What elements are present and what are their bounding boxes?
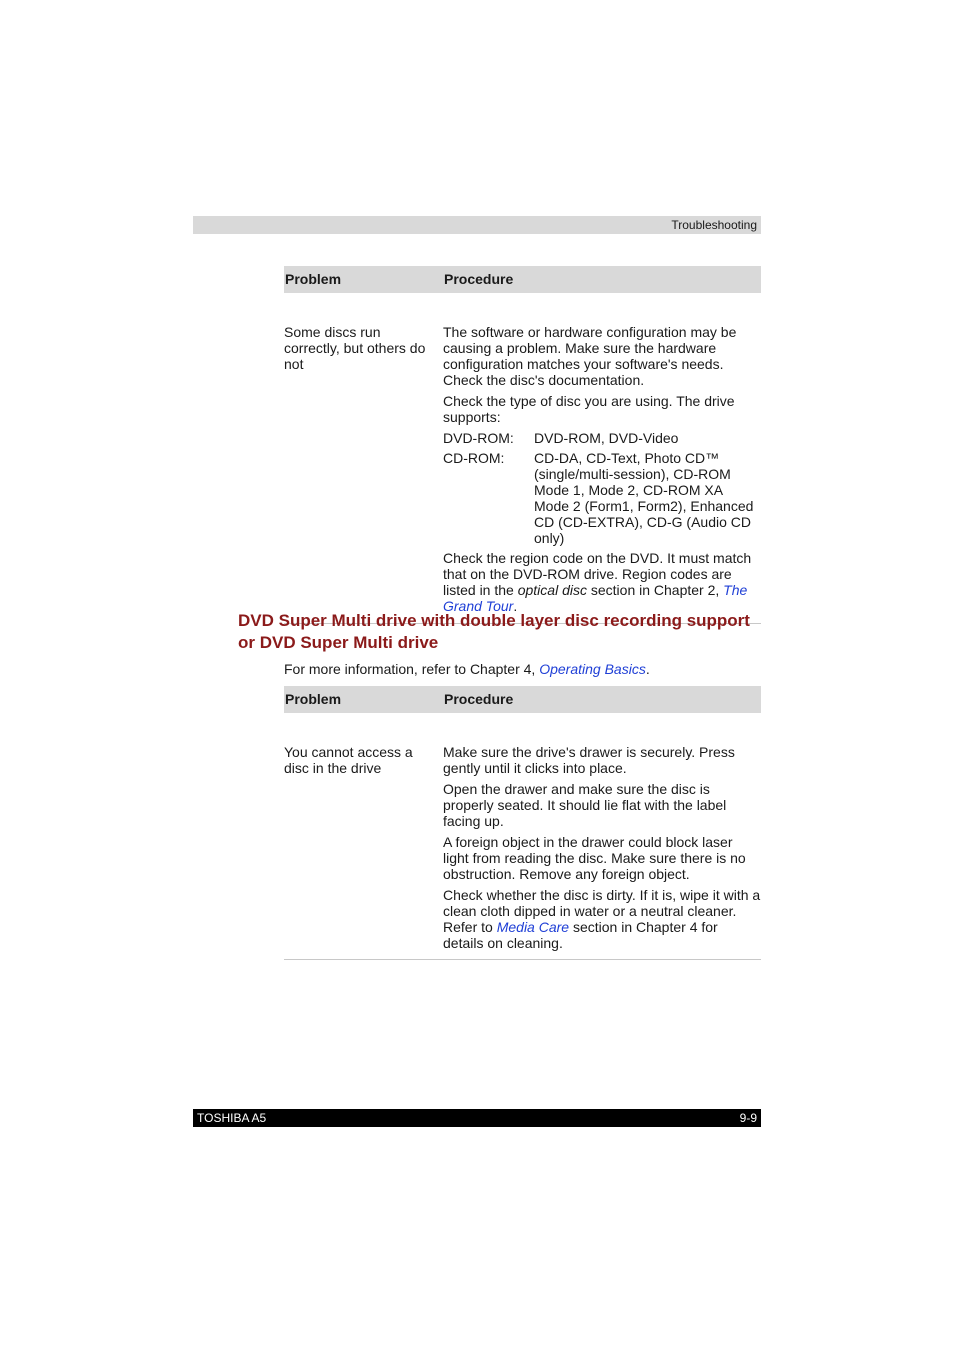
procedure-paragraph: A foreign object in the drawer could block laser light from reading the disc. Make sure there is no obstruction. Remove any foreign object. [443, 834, 746, 882]
disc-type-value: DVD-ROM, DVD-Video [534, 430, 679, 446]
footer-product-name: TOSHIBA A5 [197, 1111, 267, 1125]
disc-support-cd [443, 450, 761, 546]
text-run: Check the region code on the DVD. It must match that on the DVD-ROM drive. Region codes are listed in the [443, 550, 752, 598]
problem-cell: Some discs run correctly, but others do not [284, 324, 426, 372]
text-run: For more information, refer to Chapter 4, [284, 661, 540, 677]
table-header [284, 686, 761, 713]
link-media-care[interactable]: Media Care [496, 919, 570, 935]
disc-support-dvd [443, 430, 761, 446]
procedure-paragraph [443, 887, 761, 951]
column-header-problem: Problem [285, 271, 342, 287]
table-row [284, 293, 761, 624]
section-heading: DVD Super Multi drive with double layer disc recording support or DVD Super Multi drive [238, 611, 750, 652]
disc-type-label: CD-ROM: [443, 450, 505, 466]
problem-cell: You cannot access a disc in the drive [284, 744, 413, 776]
troubleshooting-table-2 [284, 686, 761, 960]
column-header-procedure: Procedure [444, 271, 514, 287]
intro-paragraph [284, 661, 650, 677]
procedure-cell [443, 744, 761, 951]
link-operating-basics[interactable]: Operating Basics [539, 661, 646, 677]
text-run: section in Chapter 4 for details on cleaning. [443, 919, 718, 951]
header-section-name: Troubleshooting [671, 218, 757, 232]
footer-page-number: 9-9 [739, 1111, 757, 1125]
procedure-paragraph: Check the type of disc you are using. The drive supports: [443, 393, 735, 425]
procedure-paragraph: Make sure the drive's drawer is securely. Press gently until it clicks into place. [443, 744, 735, 776]
text-run: . [645, 661, 650, 677]
link-the-grand-tour[interactable]: The Grand Tour [443, 582, 748, 614]
table-header [284, 266, 761, 293]
text-run: . [513, 598, 518, 614]
disc-type-value: CD-DA, CD-Text, Photo CD™ (single/multi-session), CD-ROM Mode 1, Mode 2, CD-ROM XA Mode 2 (Form1, Form2), Enhanced CD (CD-EXTRA), CD-G (Audio CD only) [534, 450, 754, 546]
table-row [284, 713, 761, 960]
disc-type-label: DVD-ROM: [443, 430, 514, 446]
running-footer [193, 1109, 761, 1127]
procedure-paragraph: The software or hardware configuration may be causing a problem. Make sure the hardware configuration matches your software's needs. Check the disc's documentation. [443, 324, 737, 388]
procedure-paragraph [443, 550, 761, 614]
text-run: section in Chapter 2, [586, 582, 724, 598]
procedure-paragraph: Open the drawer and make sure the disc is properly seated. It should lie flat with the label facing up. [443, 781, 727, 829]
running-header [193, 216, 761, 234]
text-run: Check whether the disc is dirty. If it is, wipe it with a clean cloth dipped in water or a neutral cleaner. Refer to [443, 887, 761, 935]
troubleshooting-table-1 [284, 266, 761, 624]
procedure-cell [443, 324, 761, 614]
column-header-problem: Problem [285, 691, 342, 707]
column-header-procedure: Procedure [444, 691, 514, 707]
text-run-italic: optical disc [517, 582, 587, 598]
